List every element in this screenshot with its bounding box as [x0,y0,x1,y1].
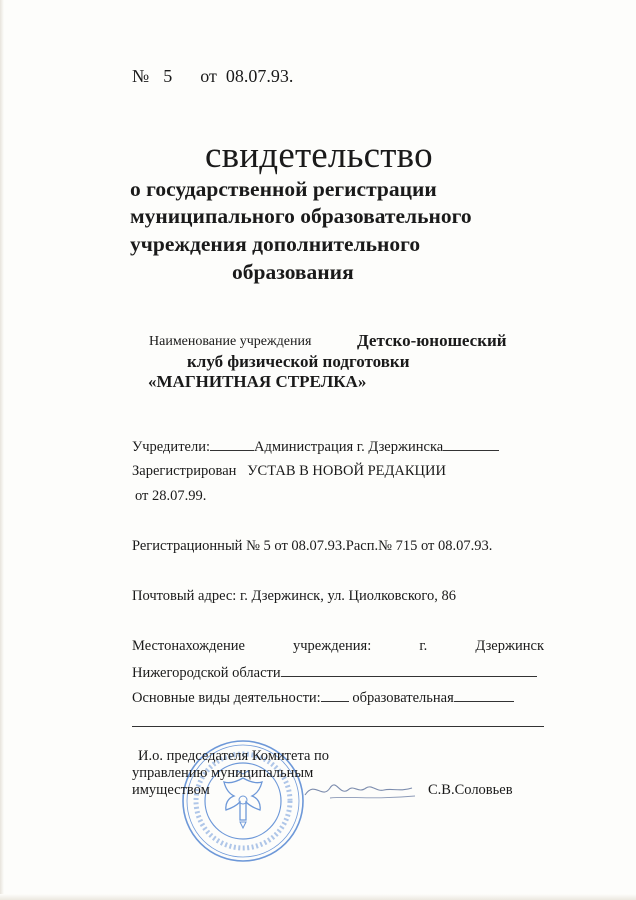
blank-line [281,664,537,677]
signatory-title-line-2: управлению муниципальным [132,765,314,781]
certificate-number-line [132,66,293,87]
activities-row [132,689,514,707]
activities-value: образовательная [352,690,454,706]
signatory-title-line-1: И.о. председателя Комитета по [138,748,330,764]
paper-edge-bottom [0,894,636,900]
registration-number-row: Регистрационный № 5 от 08.07.93.Расп.№ 715 от 08.07.93. [132,538,493,554]
subtitle-line-2: муниципального образовательного [130,204,472,228]
location-word: Дзержинск [475,638,544,654]
registered-row [132,463,446,480]
blank-line [443,438,499,451]
blank-line [454,689,514,702]
institution-name-line-2: клуб физической подготовки [187,352,410,371]
location-region: Нижегородской области [132,665,281,681]
blank-line [210,438,254,451]
paper-edge-left [0,0,4,900]
signatory-title-line-3: имуществом [132,782,210,798]
registered-label: Зарегистрирован [132,463,237,479]
location-row-2 [132,664,537,682]
subtitle-line-3: учреждения дополнительного [130,232,421,256]
registered-date: от 28.07.99. [135,488,207,504]
location-row [132,638,544,655]
signer-name: С.В.Соловьев [428,782,513,798]
founders-row [132,438,499,456]
date-prefix: от [200,66,217,86]
blank-full-line [132,726,544,727]
subtitle-line-4: образования [232,260,354,284]
founders-label: Учредители: [132,439,210,455]
document-title: свидетельство [205,135,433,176]
location-word: Местонахождение [132,638,245,654]
institution-label: Наименование учреждения [149,334,312,349]
founders-value: Администрация г. Дзержинска [254,439,444,455]
registered-value: УСТАВ В НОВОЙ РЕДАКЦИИ [247,463,446,479]
number-sign: № [132,66,150,86]
subtitle-line-1: о государственной регистрации [130,177,437,201]
blank-line [321,689,349,702]
institution-name-line-3: «МАГНИТНАЯ СТРЕЛКА» [148,372,367,391]
certificate-number: 5 [163,66,173,86]
location-word: учреждения: [292,638,372,654]
institution-name-line-1: Детско-юношеский [357,331,507,350]
postal-address-row: Почтовый адрес: г. Дзержинск, ул. Циолковского, 86 [132,588,456,604]
certificate-date: 08.07.93. [225,66,294,86]
activities-label: Основные виды деятельности: [132,690,321,706]
handwritten-signature [300,770,420,810]
location-word: г. [419,638,428,654]
